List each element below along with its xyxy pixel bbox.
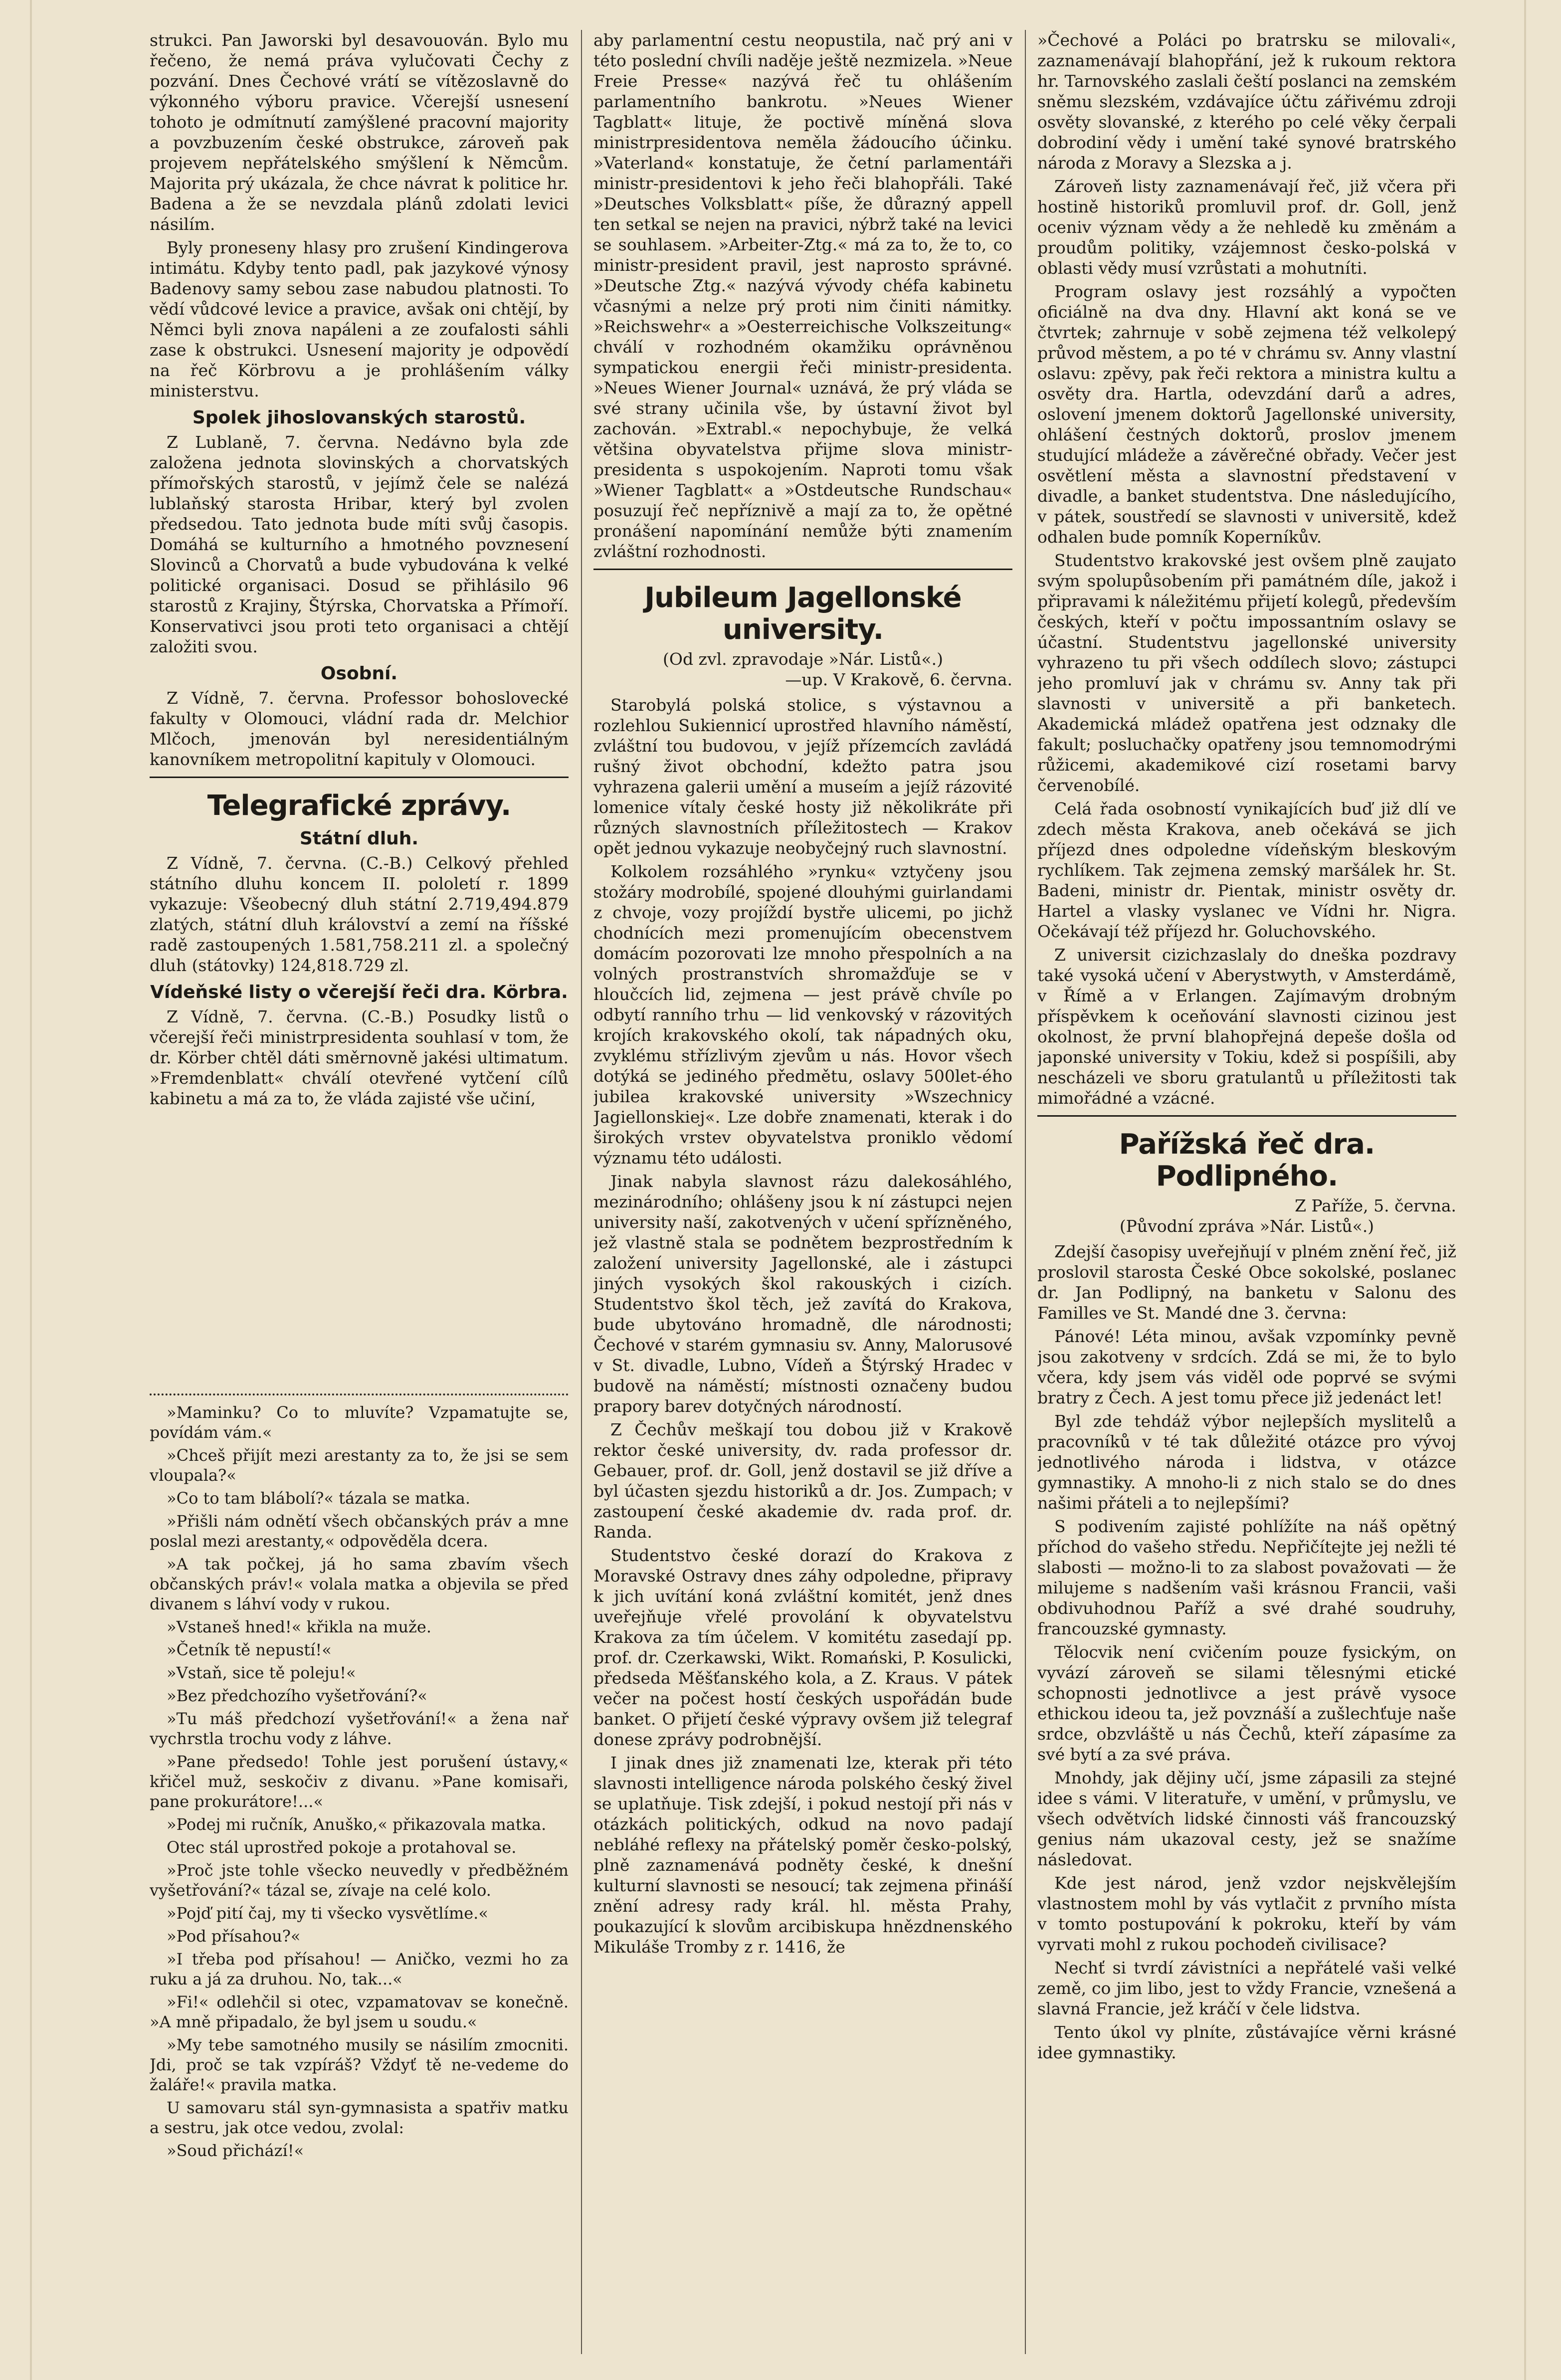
dateline: —up. V Krakově, 6. června.	[785, 670, 1012, 689]
article-paragraph: Z Čechův meškají tou dobou již v Krakově rektor české university, dv. rada professor dr. Gebauer, prof. dr. Goll, jenž dostavil se již dříve a byl účasten sjezdu historiků a dr. Jos. Zumpach; v zastoupení české akademie dv. rada prof. dr. Randa.	[593, 1420, 1012, 1542]
page-edge-right	[1524, 0, 1526, 2380]
story-line: »Četník tě nepustí!«	[167, 1640, 332, 1659]
story-line: »Chceš přijít mezi arestanty za to, že jsi se sem vloupala?«	[150, 1446, 569, 1485]
story-line: »Maminku? Co to mluvíte? Vzpamatujte se, povídám vám.«	[150, 1403, 569, 1442]
article-paragraph: aby parlamentní cestu neopustila, nač prý ani v této poslední chvíli naděje ještě nezmizela. »Neue Freie Presse« nazývá řeč tu ohlášením parlamentního bankrotu. »Neues Wiener Tagblatt« lituje, že poctivě míněná slova ministrpresidentova neměla žádoucího účinku. »Vaterland« konstatuje, že četní parlamentáři ministr-presidentovi k jeho řeči blahopřáli. Také »Deutsches Volksblatt« píše, že důrazný appell ten setkal se nejen na pravici, nýbrž také na levici se souhlasem. »Arbeiter-Ztg.« má za to, že to, co ministr-president pravil, jest naprosto správné. »Deutsche Ztg.« nazývá vývody chéfa kabinetu včasnými a nelze prý proti nim činiti námitky. »Reichswehr« a »Oesterreichische Volkszeitung« chválí v rozhodném okamžiku oprávněnou sympatickou energii řeči ministr-presidenta. »Neues Wiener Journal« uznává, že prý vláda se své strany učinila vše, by ústavní život byl zachován. »Extrabl.« nepochybuje, že velká většina obyvatelstva přijme slova ministr-presidenta s uspokojením. Naproti tomu však »Wiener Tagblatt« a »Ostdeutsche Rundschau« posuzují řeč nepříznivě a mají za to, že opětné pronášení napomínání nemůže býti znamením zvláštní rozhodnosti.	[593, 30, 1012, 561]
story-line: »Fi!« odlehčil si otec, vzpamatovav se konečně. »A mně připadalo, že byl jsem u soudu.«	[150, 1992, 569, 2031]
section-heading-statni-dluh: Státní dluh.	[299, 828, 419, 849]
section-divider	[150, 777, 569, 778]
article-paragraph: Jinak nabyla slavnost rázu dalekosáhlého, mezinárodního; ohlášeny jsou k ní zástupci nejen university naší, zakotvených v učení spřízněného, jež vlastně stala se podnětem bezprostředním k založení university Jagellonské, ale i zástupci jiných vysokých škol rakouských i cizích. Studentstvo škol těch, jež zavítá do Krakova, bude ubytováno hromadně, dle národnosti; Čechové v starém gymnasiu sv. Anny, Malorusové v St. divadle, Lubno, Vídeň a Štýrský Hradec v budově na náměstí; místnosti označeny budou prapory barev dotyčných národností.	[593, 1172, 1012, 1416]
speech-paragraph: Tento úkol vy plníte, zůstávajíce věrni krásné idee gymnastiky.	[1037, 2022, 1456, 2062]
story-line: »Přišli nám odnětí všech občanských práv a mne poslal mezi arestanty,« odpověděla dcera.	[150, 1512, 569, 1551]
story-line: U samovaru stál syn-gymnasista a spatřiv matku a sestru, jak otce vedou, zvolal:	[150, 2098, 569, 2137]
article-paragraph: Studentstvo české dorazí do Krakova z Moravské Ostravy dnes záhy odpoledne, připravy k jich uvítání koná zvláštní komitét, jenž dnes uveřejňuje vřelé provolání k obyvatelstvu Krakova za tím účelem. V komitétu zasedají pp. prof. dr. Czerkawski, Wikt. Romański, P. Kosulicki, předseda Měšťanského kola, a Z. Kraus. V pátek večer na počest hostí českých uspořádán bude banket. O přijetí české výpravy ovšem již telegraf donese zprávy podrobnější.	[593, 1546, 1012, 1749]
column-rule	[1025, 30, 1026, 2354]
story-line: »I třeba pod přísahou! — Aničko, vezmi ho za ruku a já za druhou. No, tak...«	[150, 1950, 569, 1988]
article-paragraph: Z universit cizichzaslaly do dneška pozdravy také vysoká učení v Aberystwyth, v Amsterdámě, v Římě a v Erlangen. Zajímavým drobným příspěvkem k oceňování slavnosti cizinou jest okolnost, že první blahopřejná depeše došla od japonské university v Tokiu, kdež si pospíšili, aby nescházeli ve sboru gratulantů u příležitosti tak mimořádné a vzácné.	[1037, 945, 1456, 1108]
article-paragraph: Z Lublaně, 7. června. Nedávno byla zde založena jednota slovinských a chorvatských přímořských starostů, v jejímž čele se nalézá lublaňský starosta Hribar, který byl zvolen předsedou. Tato jednota bude míti svůj časopis. Domáhá se kulturního a hmotného povznesení Slovinců a Chorvatů a bude vybudována k velké politické organisaci. Dosud se přihlásilo 96 starostů z Krajiny, Štýrska, Chorvatska a Přímoří. Konservativci jsou proti teto organisaci a chtějí založiti svou.	[150, 432, 569, 656]
article-paragraph: Starobylá polská stolice, s výstavnou a rozlehlou Sukiennicí uprostřed hlavního náměstí, zvláštní tou budovou, v jejíž přízemcích zavládá rušný život obchodní, kdežto patra jsou vyhrazena galerii umění a museím a jejíž rázovité lomenice vítaly české hosty již několikráte při různých slavnostních příležitostech — Krakov opět jednou vykazuje neobyčejný ruch slavnostní.	[593, 695, 1012, 858]
article-paragraph: »Čechové a Poláci po bratrsku se milovali«, zaznamenávají blahopřání, jež k rukoum rektora hr. Tarnovského zaslali čeští poslanci na zemském sněmu slezském, vzdávajíce účtu zářivému zdroji osvěty slovanské, z kterého po celé věky čerpali dobrodiní vědy i umění také synové bratrského národa z Moravy a Slezska a j.	[1037, 30, 1456, 173]
article-paragraph: Program oslavy jest rozsáhlý a vypočten oficiálně na dva dny. Hlavní akt koná se ve čtvrtek; zahrnuje v sobě zejmena též velkolepý průvod městem, a po té v chrámu sv. Anny vlastní oslavu: zpěvy, pak řeči rektora a ministra kultu a osvěty dra. Hartla, odevzdání darů a adres, oslovení jmenem doktorů Jagellonské university, ohlášení čestných doktorů, proslov jmenem studující mládeže a závěrečné obřady. Večer jest osvětlení města a slavnostní představení v divadle, a banket studentstva. Dne následujícího, v pátek, soustředí se slavnosti v universitě, kdež odhalen bude pomník Koperníkův.	[1037, 282, 1456, 547]
speech-paragraph: Mnohdy, jak dějiny učí, jsme zápasili za stejné idee s vámi. V literatuře, v umění, v průmyslu, ve všech odvětvích lidské činnosti váš francouzský genius nám ukazoval cesty, jež se snažíme následovat.	[1037, 1768, 1456, 1869]
article-paragraph: Studentstvo krakovské jest ovšem plně zaujato svým spolupůsobením při památném díle, jakož i připravami k náležitému přijetí kolegů, především českých, kteří v počtu impossantním oslavy se účastní. Studentstvu jagellonské university vyhrazeno tu při všech oddílech slovo; zástupci jeho promluví jak v chrámu sv. Anny tak při slavnosti v universitě a při banketech. Akademická mládež opatřena jest odznaky dle fakult; posluchačky opatřeny jsou temnomodrými růžicemi, akademikové cizí rosetami barvy červenobílé.	[1037, 551, 1456, 795]
story-line: »Tu máš předchozí vyšetřování!« a žena nař vychrstla trochu vody z láhve.	[150, 1709, 569, 1748]
article-paragraph: Z Vídně, 7. června. Professor bohoslovecké fakulty v Olomouci, vládní rada dr. Melchior Mlčoch, jmenován byl neresidentiálným kanovníkem metropolitní kapituly v Olomouci.	[150, 688, 569, 769]
story-line: »Soud přichází!«	[167, 2141, 304, 2160]
article-paragraph: Kolkolem rozsáhlého »rynku« vztyčeny jsou stožáry modrobílé, spojené dlouhými guirlandami z chvoje, vozy projíždí bystře ulicemi, po jichž chodnících mezi promenujícím obecenstvem domácím pozorovati lze mnoho přespolních a na volných prostranstvích shromažďuje se v hloučcích lid, zejmena — jest právě chvíle po odbytí ranního trhu — lid venkovský v rázovitých krojích krakovského okolí, tak nápadných oku, zvyklému střízlivým zjevům u nás. Hovor všech dotýká se jediného předmětu, oslavy 500let-ého jubilea krakovské university »Wszechnicy Jagiellonskiej«. Lze dobře znamenati, kterak i do širokých vrstev obyvatelstva proniklo vědomí významu této události.	[593, 862, 1012, 1168]
column-2	[593, 30, 1012, 2354]
feuilleton-story	[150, 1387, 569, 2354]
section-divider	[593, 569, 1012, 570]
article-paragraph: Z Vídně, 7. června. (C.-B.) Posudky listů o včerejší řeči ministrpresidenta souhlasí v tom, že dr. Körber chtěl dáti směrnovně jakési ultimatum. »Fremdenblatt« chválí otevřené vytčení cílů kabinetu a má za to, že vláda zajisté vše učiní,	[150, 1007, 569, 1108]
story-line: »My tebe samotného musily se násilím zmocniti. Jdi, proč se tak vzpíráš? Vždyť tě ne-vedeme do žaláře!« pravila matka.	[150, 2035, 569, 2094]
article-paragraph: I jinak dnes již znamenati lze, kterak při této slavnosti intelligence národa polského český živel se uplatňuje. Tisk zdejší, i pokud nestojí při nás v otázkách politických, odkud na novo padají nebláhé reflexy na přátelský poměr česko-polský, plně zaznamenává podněty české, k dnešní kulturní slavnosti se nesoucí; tak zejmena přináší znění adresy rady král. hl. města Prahy, poukazující k slovům arcibiskupa hnězdnenského Mikuláše Tromby z r. 1416, že	[593, 1753, 1012, 1957]
story-line: »Co to tam blábolí?« tázala se matka.	[167, 1489, 470, 1508]
article-paragraph: Celá řada osobností vynikajících buď již dlí ve zdech města Krakova, aneb očekává se jich příjezd dnes odpoledne vídeňským bleskovým rychlíkem. Tak zejmena zemský maršálek hr. St. Badeni, ministr dr. Pientak, ministr osvěty dr. Hartel a vlasky vyslanec ve Vídni hr. Nigra. Očekávají též příjezd hr. Goluchovského.	[1037, 799, 1456, 941]
story-line: »Pod přísahou?«	[167, 1927, 301, 1946]
article-paragraph: Byly proneseny hlasy pro zrušení Kindingerova intimátu. Kdyby tento padl, pak jazykové výnosy Badenovy samy sebou zase nabudou platnosti. To vědí vůdcové levice a pravice, avšak oni chtějí, by Němci byli znova napáleni a ze zoufalosti sáhli zase k obstrukci. Usnesení majority je odpovědí na řeč Körbrovu a je prohlášením války ministerstvu.	[150, 238, 569, 400]
feuilleton-divider	[150, 1393, 569, 1395]
page-edge-left	[30, 0, 32, 2380]
section-divider	[1037, 1115, 1456, 1117]
article-paragraph: strukci. Pan Jaworski byl desavouován. Bylo mu řečeno, že nemá práva vylučovati Čechy z pozvání. Dnes Čechové vrátí se vítězoslavně do výkonného výboru pravice. Včerejší usnesení tohoto je odmítnutí zamýšlené pracovní majority a povzbuzením české obstrukce, zároveň pak projevem nepřátelského smýšlení k Němcům. Majorita prý ukázala, že chce návrat k politice hr. Badena a že se nevzdala plánů zdolati levici násilím.	[150, 30, 569, 234]
story-line: »A tak počkej, já ho sama zbavím všech občanských práv!« volala matka a objevila se před divanem s láhví vody v rukou.	[150, 1555, 569, 1613]
section-heading-telegraf: Telegrafické zprávy.	[207, 790, 511, 822]
section-heading-parizska: Pařížská řeč dra. Podlipného.	[1119, 1128, 1375, 1192]
speech-paragraph: S podivením zajisté pohlížíte na náš opětný příchod do vašeho středu. Nepřičítejte jej nežli té slabosti — možno-li to za slabost považovati — že milujeme s nadšením vaši krásnou Francii, vaši obdivuhodnou Paříž a své drahé soudruhy, francouzské gymnasty.	[1037, 1517, 1456, 1638]
article-paragraph: Z Vídně, 7. června. (C.-B.) Celkový přehled státního dluhu koncem II. pololetí r. 1899 vykazuje: Všeobecný dluh státní 2.719,494.879 zlatých, státní dluh království a zemí na říšské radě zastoupených 1.581,758.211 zl. a společný dluh (státovky) 124,818.729 zl.	[150, 853, 569, 975]
article-paragraph: Zároveň listy zaznamenávají řeč, již včera při hostině historiků promluvil prof. dr. Goll, jenž oceniv význam vědy a že nehledě ku změnám a proudům politiky, vzájemnost česko-polská v oblasti vědy musí vzrůstati a mohutníti.	[1037, 177, 1456, 278]
story-line: »Vstaň, sice tě poleju!«	[167, 1663, 356, 1682]
section-heading-osobni: Osobní.	[320, 663, 398, 684]
section-heading-spolek: Spolek jihoslovanských starostů.	[192, 407, 526, 428]
story-line: Otec stál uprostřed pokoje a protahoval se.	[167, 1838, 517, 1857]
story-line: »Proč jste tohle všecko neuvedly v předběžném vyšetřování?« tázal se, zívaje na celé kolo.	[150, 1861, 569, 1900]
dateline: Z Paříže, 5. června.	[1295, 1196, 1456, 1215]
byline: (Od zvl. zpravodaje »Nár. Listů«.)	[663, 649, 943, 669]
speech-paragraph: Tělocvik není cvičením pouze fysickým, on vyvází zároveň se silami tělesnými etické schopnosti jednotlivce a jest právě vysoce ethickou ideou ta, jež povznáší a zušlechťuje naše srdce, obzvláště u nás Čechů, kteří zápasíme za své bytí a za své práva.	[1037, 1642, 1456, 1764]
column-3	[1037, 30, 1456, 2354]
newspaper-page	[150, 30, 1476, 2354]
byline: (Původní zpráva »Nár. Listů«.)	[1119, 1216, 1374, 1236]
speech-paragraph: Kde jest národ, jenž vzdor nejskvělejším vlastnostem mohl by vás vytlačit z prvního místa v tomto postupování k pokroku, kteří by vám vyrvati mohl z rukou pochodeň civilisace?	[1037, 1873, 1456, 1954]
section-heading-videnske-listy: Vídeňské listy o včerejší řeči dra. Körbra.	[150, 982, 568, 1002]
story-line: »Bez předchozího vyšetřování?«	[167, 1686, 427, 1705]
story-line: »Pane předsedo! Tohle jest porušení ústavy,« křičel muž, seskočiv z divanu. »Pane komisaři, pane prokurátore!...«	[150, 1752, 569, 1811]
story-line: »Pojď pití čaj, my ti všecko vysvětlíme.«	[167, 1904, 488, 1923]
story-line: »Podej mi ručník, Anuško,« přikazovala matka.	[167, 1815, 547, 1834]
speech-paragraph: Nechť si tvrdí závistníci a nepřátelé vaši velké země, co jim libo, jest to vždy Francie, vznešená a slavná Francie, jež kráčí v čele lidstva.	[1037, 1958, 1456, 2018]
story-line: »Vstaneš hned!« křikla na muže.	[167, 1617, 432, 1636]
article-paragraph: Zdejší časopisy uveřejňují v plném znění řeč, již proslovil starosta České Obce sokolské, poslanec dr. Jan Podlipný, na banketu v Salonu des Familles ve St. Mandé dne 3. června:	[1037, 1242, 1456, 1323]
column-rule	[581, 30, 582, 2354]
speech-paragraph: Byl zde tehdáž výbor nejlepších myslitelů a pracovníků v té tak důležité otázce pro vývoj jednotlivého národa i lidstva, v otázce gymnastiky. A mnoho-li z nich stalo se do dnes našimi přáteli a to nejlepšími?	[1037, 1411, 1456, 1513]
speech-paragraph: Pánové! Léta minou, avšak vzpomínky pevně jsou zakotveny v srdcích. Zdá se mi, že to bylo včera, kdy jsem vás viděl ode poprvé se svými bratry z Čech. A jest tomu přece již jedenáct let!	[1037, 1327, 1456, 1407]
section-heading-jubileum: Jubileum Jagellonské university.	[644, 582, 962, 646]
